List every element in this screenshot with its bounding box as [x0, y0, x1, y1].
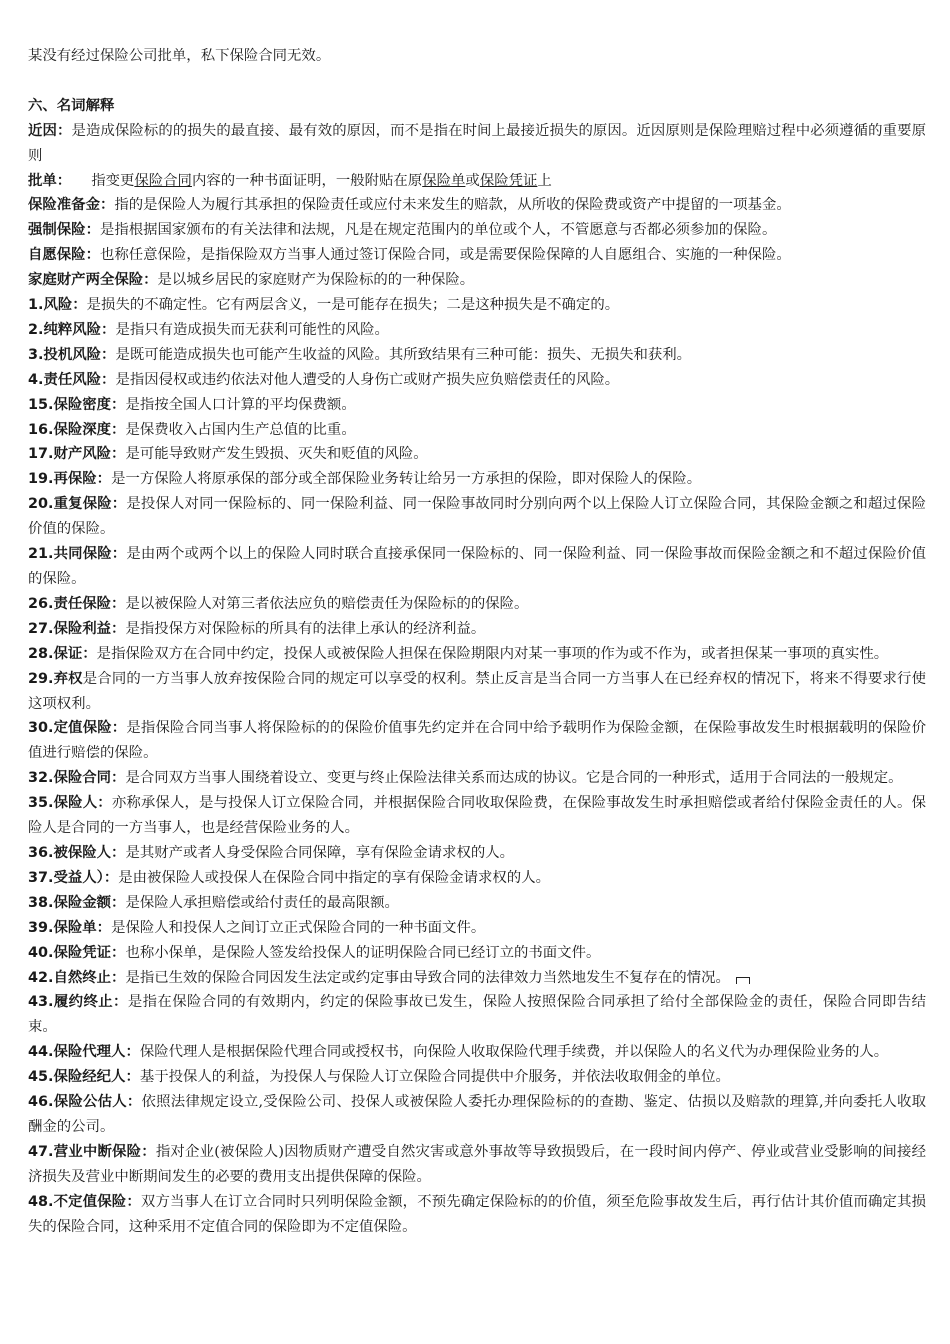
glossary-entry: [28, 592, 926, 617]
entry-term: 19.再保险：: [28, 471, 112, 488]
entry-term: 保险准备金：: [28, 197, 115, 214]
entry-definition: 是指按全国人口计算的平均保费额。: [125, 396, 356, 413]
entry-definition: 双方当事人在订立合同时只列明保险金额，不预先确定保险标的的价值，须至危险事故发生后，再行估计其价值而确定其损失的保险合同，这种采用不定值合同的保险即为不定值保险。: [28, 1193, 926, 1235]
entry-term: 批单：: [28, 172, 72, 189]
entry-term: 27.保险利益：: [28, 620, 126, 637]
glossary-entry: [28, 1140, 926, 1190]
entry-definition: 指的是保险人为履行其承担的保险责任或应付未来发生的赔款，从所收的保险费或资产中提留的一项基金。: [114, 197, 791, 214]
entry-definition: 是既可能造成损失也可能产生收益的风险。其所致结果有三种可能：损失、无损失和获利。: [115, 346, 692, 363]
entry-definition: 是保险人承担赔偿或给付责任的最高限额。: [125, 894, 399, 911]
entry-definition-part: 或: [465, 172, 480, 189]
entry-term: 2.纯粹风险：: [28, 321, 116, 338]
entry-definition: 是合同双方当事人围绕着设立、变更与终止保险法律关系而达成的协议。它是合同的一种形式，适用于合同法的一般规定。: [125, 770, 903, 787]
glossary: [28, 119, 926, 1240]
glossary-entry: [28, 1040, 926, 1065]
glossary-entry: [28, 218, 926, 243]
glossary-entry: [28, 891, 926, 916]
glossary-entry: [28, 1190, 926, 1240]
entry-term: 1.风险：: [28, 297, 87, 314]
glossary-entry: [28, 418, 926, 443]
entry-definition-part: 指变更: [91, 172, 135, 189]
entry-definition: 是损失的不确定性。它有两层含义，一是可能存在损失；二是这种损失是不确定的。: [86, 297, 620, 314]
entry-definition: 是指已生效的保险合同因发生法定或约定事由导致合同的法律效力当然地发生不复存在的情况。: [125, 969, 730, 986]
entry-term: 3.投机风险：: [28, 346, 116, 363]
glossary-entry: [28, 293, 926, 318]
entry-term: 47.营业中断保险：: [28, 1143, 156, 1160]
entry-definition: 保险代理人是根据保险代理合同或授权书，向保险人收取保险代理手续费，并以保险人的名义代为办理保险业务的人。: [139, 1044, 889, 1061]
entry-term: 15.保险密度：: [28, 396, 126, 413]
entry-term: 37.受益人）：: [28, 869, 119, 886]
glossary-entry: [28, 766, 926, 791]
glossary-entry: [28, 442, 926, 467]
entry-definition: 指对企业(被保险人)因物质财产遭受自然灾害或意外事故等导致损毁后，在一段时间内停产、停业或营业受影响的间接经济损失及营业中断期间发生的必要的费用支出提供保障的保险。: [28, 1143, 927, 1185]
entry-definition: 是保费收入占国内生产总值的比重。: [125, 421, 356, 438]
entry-definition: 是以被保险人对第三者依法应负的赔偿责任为保险标的的保险。: [125, 595, 529, 612]
glossary-entry: [28, 318, 926, 343]
glossary-entry: [28, 716, 926, 766]
glossary-entry: [28, 243, 926, 268]
entry-term: 30.定值保险：: [28, 720, 127, 737]
entry-definition: 依照法律规定设立,受保险公司、投保人或被保险人委托办理保险标的的查勘、鉴定、估损以及赔款的理算,并向委托人收取酬金的公司。: [28, 1094, 926, 1135]
entry-definition-part: 上: [537, 172, 552, 189]
glossary-entry: [28, 866, 926, 891]
glossary-entry: [28, 1090, 926, 1140]
entry-term: 17.财产风险：: [28, 446, 126, 463]
underlined-term: 保险合同: [134, 172, 192, 189]
entry-definition: 是以城乡居民的家庭财产为保险标的的一种保险。: [157, 272, 475, 289]
entry-definition: 是其财产或者人身受保险合同保障，享有保险金请求权的人。: [125, 844, 515, 861]
glossary-entry: [28, 169, 926, 194]
glossary-entry: [28, 393, 926, 418]
entry-term: 45.保险经纪人：: [28, 1069, 140, 1086]
entry-term: 35.保险人：: [28, 795, 112, 812]
edit-mark-icon: [736, 977, 750, 984]
entry-term: 36.被保险人：: [28, 844, 126, 861]
entry-definition: 是指保险双方在合同中约定，投保人或被保险人担保在保险期限内对某一事项的作为或不作为，或者担保某一事项的真实性。: [96, 645, 889, 662]
entry-definition: 是指因侵权或违约依法对他人遭受的人身伤亡或财产损失应负赔偿责任的风险。: [115, 371, 620, 388]
glossary-entry: [28, 268, 926, 293]
entry-definition: 是造成保险标的的损失的最直接、最有效的原因，而不是指在时间上最接近损失的原因。近因原则是保险理赔过程中必须遵循的重要原则: [28, 122, 926, 164]
entry-definition: 是合同的一方当事人放弃按保险合同的规定可以享受的权利。禁止反言是当合同一方当事人在已经弃权的情况下，将来不得要求行使这项权利。: [28, 670, 926, 712]
glossary-entry: [28, 467, 926, 492]
entry-definition: 是指根据国家颁布的有关法律和法规，凡是在规定范围内的单位或个人，不管愿意与否都必须参加的保险。: [99, 222, 777, 239]
entry-term: 20.重复保险：: [28, 496, 127, 513]
entry-definition: 是投保人对同一保险标的、同一保险利益、同一保险事故同时分别向两个以上保险人订立保险合同，其保险金额之和超过保险价值的保险。: [28, 496, 926, 538]
entry-term: 家庭财产两全保险：: [28, 272, 158, 289]
entry-definition: 是指保险合同当事人将保险标的的保险价值事先约定并在合同中给予载明作为保险金额，在保险事故发生时根据载明的保险价值进行赔偿的保险。: [28, 720, 926, 762]
glossary-entry: [28, 791, 926, 841]
entry-definition: 是保险人和投保人之间订立正式保险合同的一种书面文件。: [111, 919, 486, 936]
entry-definition-part: 内容的一种书面证明，一般附贴在原: [191, 172, 423, 189]
glossary-entry: [28, 343, 926, 368]
entry-term: 近因：: [28, 122, 72, 139]
entry-term: 强制保险：: [28, 222, 100, 239]
glossary-entry: [28, 1065, 926, 1090]
glossary-entry: [28, 368, 926, 393]
entry-term: 39.保险单：: [28, 919, 112, 936]
entry-definition: 基于投保人的利益，为投保人与保险人订立保险合同提供中介服务，并依法收取佣金的单位。: [139, 1069, 730, 1086]
entry-term: 自愿保险：: [28, 247, 100, 264]
entry-term: 40.保险凭证：: [28, 944, 126, 961]
entry-definition: 是指投保方对保险标的所具有的法律上承认的经济利益。: [125, 620, 486, 637]
glossary-entry: [28, 941, 926, 966]
glossary-entry: [28, 119, 926, 169]
glossary-entry: [28, 916, 926, 941]
entry-term: 43.履约终止：: [28, 994, 128, 1011]
underlined-term: 保险凭证: [479, 172, 538, 189]
entry-definition: 亦称承保人，是与投保人订立保险合同，并根据保险合同收取保险费，在保险事故发生时承担赔偿或者给付保险金责任的人。保险人是合同的一方当事人，也是经营保险业务的人。: [28, 795, 926, 837]
underlined-term: 保险单: [422, 172, 466, 189]
glossary-entry: [28, 642, 926, 667]
entry-term: 32.保险合同：: [28, 770, 126, 787]
entry-definition: 也称小保单，是保险人签发给投保人的证明保险合同已经订立的书面文件。: [125, 944, 601, 961]
entry-term: 48.不定值保险：: [28, 1193, 141, 1210]
entry-definition: 是可能导致财产发生毁损、灭失和贬值的风险。: [125, 446, 428, 463]
entry-definition: 是由被保险人或投保人在保险合同中指定的享有保险金请求权的人。: [118, 869, 550, 886]
entry-definition: 也称任意保险，是指保险双方当事人通过签订保险合同，或是需要保险保障的人自愿组合、实施的一种保险。: [99, 247, 791, 264]
entry-term: 16.保险深度：: [28, 421, 126, 438]
glossary-entry: [28, 542, 926, 592]
entry-term: 26.责任保险：: [28, 595, 126, 612]
glossary-entry: [28, 990, 926, 1040]
glossary-entry: [28, 966, 926, 991]
entry-term: 4.责任风险：: [28, 371, 116, 388]
entry-term: 46.保险公估人：: [28, 1094, 142, 1111]
glossary-entry: [28, 667, 926, 717]
section-title: 六、名词解释: [28, 97, 115, 114]
entry-term: 44.保险代理人：: [28, 1044, 140, 1061]
glossary-entry: [28, 492, 926, 542]
entry-term: 29.弃权: [28, 670, 83, 687]
glossary-entry: [28, 193, 926, 218]
entry-definition: 是指在保险合同的有效期内，约定的保险事故已发生，保险人按照保险合同承担了给付全部保险金的责任，保险合同即告结束。: [28, 994, 926, 1036]
glossary-entry: [28, 841, 926, 866]
entry-definition: 是一方保险人将原承保的部分或全部保险业务转让给另一方承担的保险，即对保险人的保险。: [111, 471, 702, 488]
entry-definition: 是指只有造成损失而无获利可能性的风险。: [115, 321, 389, 338]
entry-term: 38.保险金额：: [28, 894, 126, 911]
glossary-entry: [28, 617, 926, 642]
lead-paragraph: 某没有经过保险公司批单，私下保险合同无效。: [28, 48, 331, 64]
entry-definition: 是由两个或两个以上的保险人同时联合直接承保同一保险标的、同一保险利益、同一保险事故而保险金额之和不超过保险价值的保险。: [28, 546, 926, 588]
entry-term: 28.保证：: [28, 645, 97, 662]
entry-term: 21.共同保险：: [28, 546, 127, 563]
entry-term: 42.自然终止：: [28, 969, 126, 986]
